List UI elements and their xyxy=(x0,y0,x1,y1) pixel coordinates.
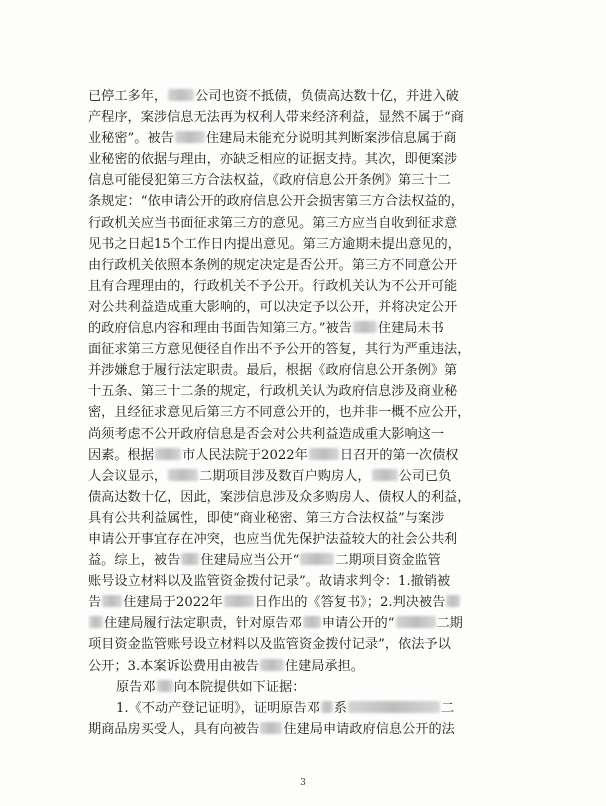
text-line: 申请公开事宜存在冲突，也应当优先保护法益较大的社会公共利 xyxy=(88,531,458,547)
redaction-block xyxy=(260,722,282,734)
redaction-block xyxy=(309,448,339,460)
text-line: 已停工多年， 公司也资不抵债，负债高达数十亿，并进入破 xyxy=(88,89,459,104)
text-line: 公开；3.本案诉讼费用由被告 住建局承担。 xyxy=(88,658,364,674)
text-line: 并涉嫌怠于履行法定职责。最后，根据《政府信息公开条例》第 xyxy=(88,363,458,379)
text-line: 1.《不动产登记证明》，证明原告邓 系 二 xyxy=(116,700,455,716)
redaction-block xyxy=(224,595,254,607)
text-line: 人会议显示， 二期项目涉及数百户购房人， 公司已负 xyxy=(88,468,452,484)
text-line: 对公共利益造成重大影响的，可以决定予以公开，并将决定公开 xyxy=(88,299,458,315)
redaction-block xyxy=(353,321,377,333)
text-line: 面征求第三方意见便径自作出不予公开的答复，其行为严重违法， xyxy=(88,342,471,358)
text-line: 项目资金监管账号设立材料以及监管资金拨付记录”，依法予以 xyxy=(88,637,451,653)
text-line: 账号设立材料以及监管资金拨付记录”。故请求判令：1.撤销被 xyxy=(88,574,451,590)
redaction-block xyxy=(260,659,284,671)
text-line: 行政机关应当书面征求第三方的意见。第三方应当自收到征求意 xyxy=(88,215,458,231)
text-line: 信息可能侵犯第三方合法权益，《政府信息公开条例》第三十二 xyxy=(88,173,451,189)
redaction-block xyxy=(89,616,103,628)
text-line: 业秘密”。被告 住建局未能充分说明其判断案涉信息属于商 xyxy=(88,131,457,147)
text-line: 由行政机关依照本条例的规定决定是否公开。第三方不同意公开 xyxy=(88,257,458,273)
text-line: 业秘密的依据与理由，亦缺乏相应的证据支持。其次，即便案涉 xyxy=(88,152,458,168)
text-line: 尚须考虑不公开政府信息是否会对公共利益造成重大影响这一 xyxy=(88,426,445,442)
text-line: 条规定：“依申请公开的政府信息公开会损害第三方合法权益的， xyxy=(88,194,464,210)
redaction-block xyxy=(175,131,205,143)
redaction-block xyxy=(446,595,460,607)
redaction-block xyxy=(303,616,321,628)
redaction-block xyxy=(372,469,398,481)
redaction-block xyxy=(102,595,122,607)
text-line: 益。综上，被告 住建局应当公开“ 二期项目资金监管 xyxy=(88,553,441,569)
redaction-block xyxy=(348,701,440,713)
text-line: 见书之日起15个工作日内提出意见。第三方逾期未提出意见的， xyxy=(88,236,461,252)
redaction-block xyxy=(396,616,436,628)
text-line: 因素。根据 市人民法院于2022年 日召开的第一次债权 xyxy=(88,447,459,463)
redaction-block xyxy=(168,89,194,101)
text-line: 密，且经征求意见后第三方不同意公开的，也并非一概不应公开， xyxy=(88,405,471,421)
redaction-block xyxy=(155,448,181,460)
text-line: 告 住建局于2022年 日作出的《答复书》；2.判决被告 xyxy=(88,592,528,613)
body-text xyxy=(88,86,528,740)
text-line: 原告邓 向本院提供如下证据： xyxy=(116,679,306,695)
text-line: 且有合理理由的，行政机关不予公开。行政机关认为不公开可能 xyxy=(88,278,458,294)
page-number: 3 xyxy=(300,778,306,788)
redaction-block xyxy=(300,553,334,565)
text-line: 产程序，案涉信息无法再为权利人带来经济利益，显然不属于“商 xyxy=(88,110,464,126)
text-line: 住建局履行法定职责，针对原告邓 申请公开的“ 二期 xyxy=(88,613,528,634)
text-line: 债高达数十亿，因此，案涉信息涉及众多购房人、债权人的利益， xyxy=(88,489,471,505)
text-line: 期商品房买受人，具有向被告 住建局申请政府信息公开的法 xyxy=(88,721,455,737)
redaction-block xyxy=(181,553,199,565)
redaction-block xyxy=(168,469,198,481)
redaction-block xyxy=(157,680,173,692)
text-line: 十五条、第三十二条的规定，行政机关认为政府信息涉及商业秘 xyxy=(88,384,458,400)
text-line: 具有公共利益属性，即使“商业秘密、第三方合法权益”与案涉 xyxy=(88,510,445,526)
redaction-block xyxy=(321,701,333,713)
text-line: 的政府信息内容和理由书面告知第三方。”被告 住建局未书 xyxy=(88,321,444,337)
